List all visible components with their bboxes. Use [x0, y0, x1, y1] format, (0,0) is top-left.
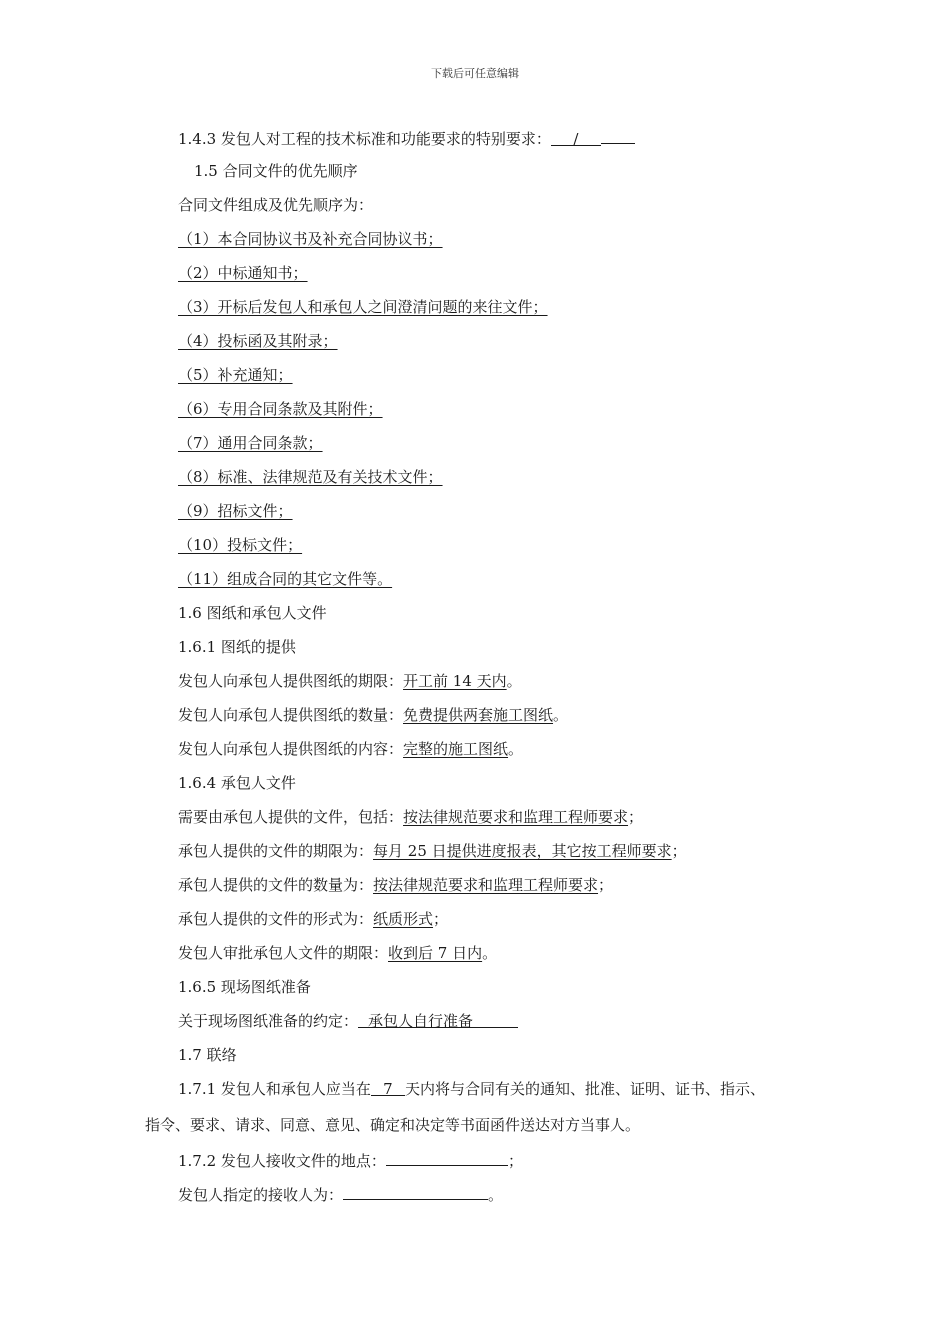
heading-1-5: 1.5 合同文件的优先顺序: [194, 162, 358, 180]
site-drawings-agreement: 关于现场图纸准备的约定： 承包人自行准备: [178, 1011, 518, 1031]
contractor-doc-types: 需要由承包人提供的文件，包括：按法律规范要求和监理工程师要求；: [178, 808, 644, 826]
blank-line: [386, 1149, 508, 1166]
order-item: （8）标准、法律规范及有关技术文件；: [178, 468, 443, 486]
heading-1-6: 1.6 图纸和承包人文件: [178, 604, 327, 622]
contractor-doc-form: 承包人提供的文件的形式为：纸质形式；: [178, 910, 449, 928]
clause-1-4-3: [178, 127, 635, 149]
order-item: （11）组成合同的其它文件等。: [178, 570, 393, 588]
order-item: （2）中标通知书；: [178, 264, 308, 282]
order-item: （9）招标文件；: [178, 502, 293, 520]
order-item: （4）投标函及其附录；: [178, 332, 338, 350]
clause-1-7-2: 1.7.2 发包人接收文件的地点： ；: [178, 1149, 523, 1171]
clause-1-7-1-continued: 指令、要求、请求、同意、意见、确定和决定等书面函件送达对方当事人。: [145, 1116, 641, 1134]
order-item: （6）专用合同条款及其附件；: [178, 400, 383, 418]
drawing-quantity: 发包人向承包人提供图纸的数量：免费提供两套施工图纸。: [178, 706, 569, 724]
heading-1-6-4: 1.6.4 承包人文件: [178, 774, 296, 792]
order-intro: 合同文件组成及优先顺序为：: [178, 196, 374, 214]
doc-approval-period: 发包人审批承包人文件的期限：收到后 7 日内。: [178, 944, 498, 962]
drawing-content: 发包人向承包人提供图纸的内容：完整的施工图纸。: [178, 740, 524, 758]
receiver-line: 发包人指定的接收人为： 。: [178, 1183, 503, 1205]
order-item: （5）补充通知；: [178, 366, 293, 384]
clause-1-7-1: 1.7.1 发包人和承包人应当在 7 天内将与合同有关的通知、批准、证明、证书、指示、: [178, 1080, 765, 1098]
heading-1-6-1: 1.6.1 图纸的提供: [178, 638, 296, 656]
clause-value: /: [551, 129, 601, 146]
order-item: （7）通用合同条款；: [178, 434, 323, 452]
contractor-doc-period: 承包人提供的文件的期限为：每月 25 日提供进度报表，其它按工程师要求；: [178, 842, 687, 860]
heading-1-6-5: 1.6.5 现场图纸准备: [178, 978, 311, 996]
blank-line: [343, 1183, 488, 1200]
drawing-period: 发包人向承包人提供图纸的期限：开工前 14 天内。: [178, 672, 522, 690]
page-header: 下载后可任意编辑: [431, 67, 519, 80]
heading-1-7: 1.7 联络: [178, 1046, 237, 1064]
order-item: （1）本合同协议书及补充合同协议书；: [178, 230, 443, 248]
clause-label: 1.4.3 发包人对工程的技术标准和功能要求的特别要求：: [178, 130, 551, 148]
blank-line: [601, 127, 635, 144]
order-item: （10）投标文件；: [178, 536, 303, 554]
contractor-doc-quantity: 承包人提供的文件的数量为：按法律规范要求和监理工程师要求；: [178, 876, 614, 894]
order-item: （3）开标后发包人和承包人之间澄清问题的来往文件；: [178, 298, 548, 316]
